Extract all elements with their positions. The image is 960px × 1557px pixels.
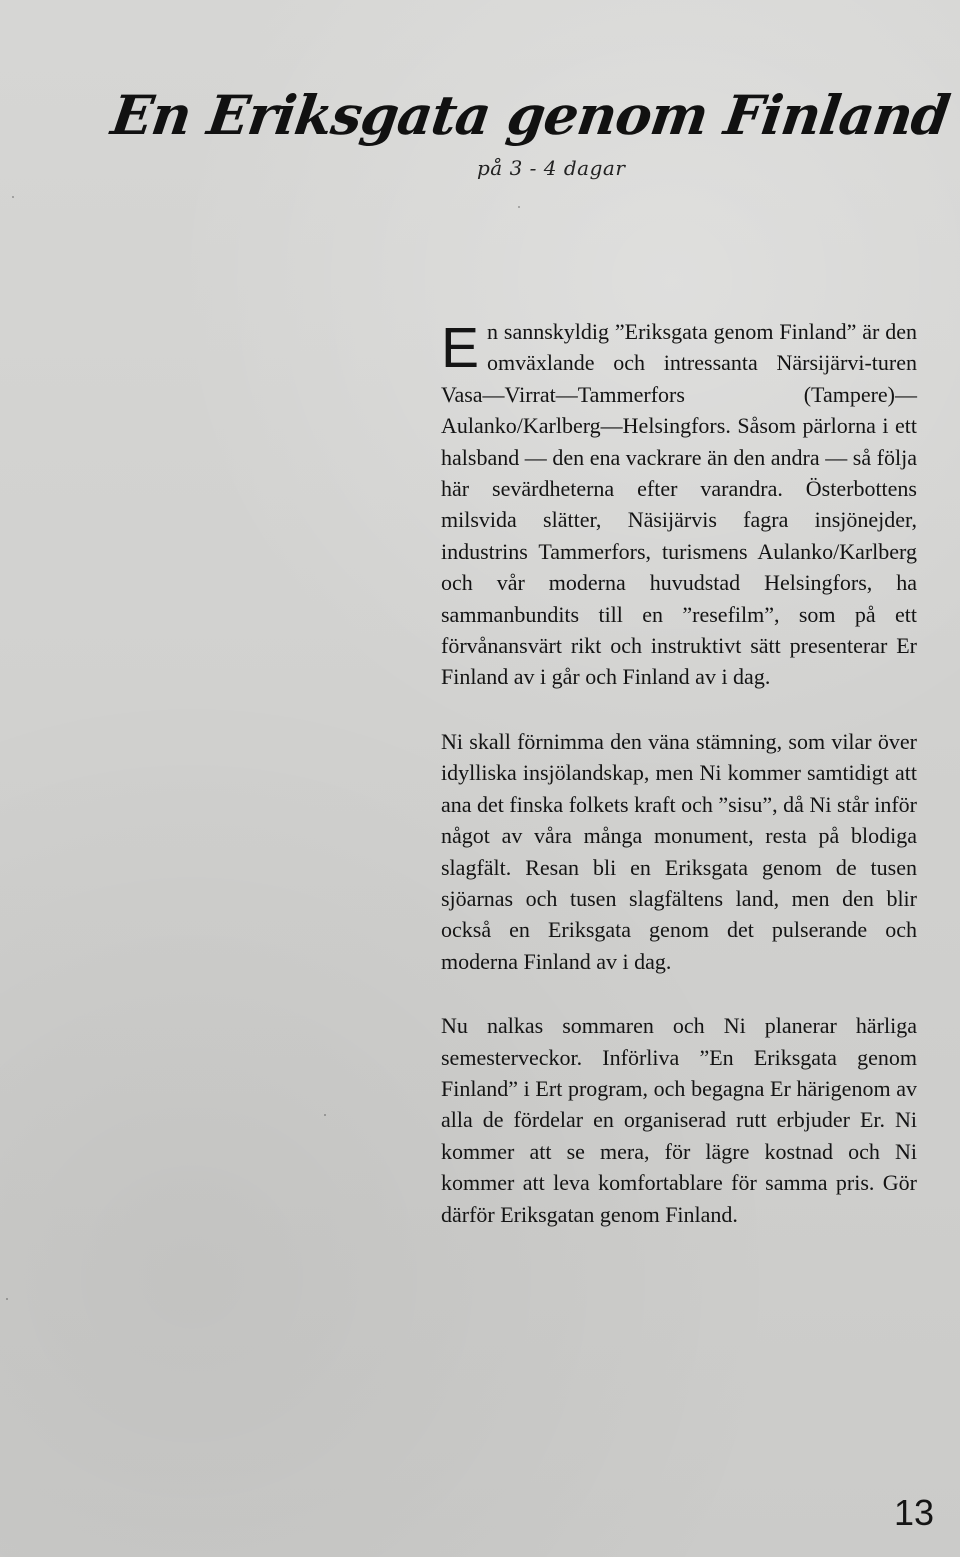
paper-speck — [518, 206, 520, 208]
paragraph-2: Ni skall förnimma den väna stämning, som vilar över idylliska insjölandskap, men Ni kommer samtidigt att ana det finska folkets kraft och ”sisu”, då Ni står inför något av våra många monument, resta på blodiga slagfält. Resan bli en Eriksgata genom de tusen sjöarnas och tusen slagfältens land, men den blir också en Eriksgata genom det pulserande och moderna Finland av i dag. — [441, 728, 917, 974]
page-number: 13 — [893, 1492, 934, 1533]
title-block — [107, 83, 954, 193]
drop-cap-letter: E — [441, 316, 480, 380]
paper-speck — [12, 196, 14, 198]
paper-speck — [6, 1298, 8, 1300]
page-title: En Eriksgata genom Finland — [107, 83, 954, 147]
paragraph-1-text: n sannskyldig ”Eriksgata genom Finland” är den omväxlande och intressanta Närsijärvi-turen Vasa—Virrat—Tammerfors (Tampere)—Aulanko/Karlberg—Helsingfors. Såsom pärlorna i ett halsband — den ena vackrare än den andra — så följa här sevärdheterna efter varandra. Österbottens milsvida slätter, Näsijärvis fagra insjönejder, industrins Tammerfors, turismens Aulanko/Karlberg och vår moderna huvudstad Helsingfors, ha sammanbundits till en ”resefilm”, som på ett förvånansvärt rikt och instruktivt sätt presenterar Er Finland av i går och Finland av i dag. — [441, 319, 917, 690]
paragraph-1 — [441, 316, 917, 693]
paper-speck — [324, 1114, 326, 1116]
page-subtitle: på 3 - 4 dagar — [477, 156, 626, 180]
paragraph-3: Nu nalkas sommaren och Ni planerar härliga semesterveckor. Införliva ”En Eriksgata genom Finland” i Ert program, och begagna Er härigenom av alla de fördelar en organiserad rutt erbjuder Er. Ni kommer att se mera, för lägre kostnad och Ni kommer att leva komfortablare för samma pris. Gör därför Eriksgatan genom Finland. — [441, 1013, 917, 1227]
article-body — [441, 316, 917, 1230]
